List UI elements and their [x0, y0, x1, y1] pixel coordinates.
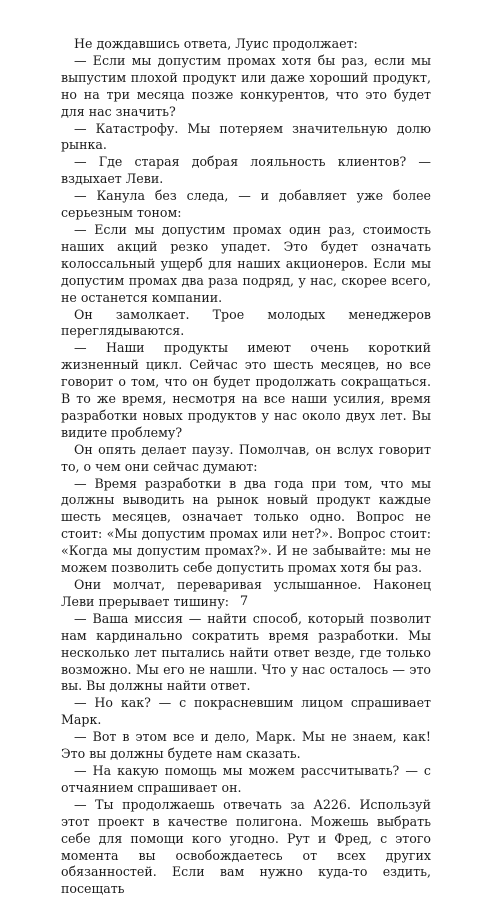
paragraph: — Если мы допустим промах один раз, стоимость наших акций резко упадет. Это будет означать колоссальный ущерб для наших акционеров. Если мы допустим промах два раза подряд, у нас, скорее всего, не останется компании.: [61, 221, 431, 305]
paragraph: — Но как? — с покрасневшим лицом спрашивает Марк.: [61, 695, 431, 728]
paragraph: Он опять делает паузу. Помолчав, он вслух говорит то, о чем они сейчас думают:: [61, 441, 431, 474]
paragraph: — Где старая добрая лояльность клиентов? — вздыхает Леви.: [61, 154, 431, 187]
page-number: 7: [239, 594, 249, 609]
paragraph: — Время разработки в два года при том, что мы должны выводить на рынок новый продукт каждые шесть месяцев, означает только одно. Вопрос не стоит: «Мы допустим промах или нет?». Вопрос стоит: «Когда мы допустим промах?». И не забывайте: мы не можем позволить себе допустить промах хотя бы раз.: [61, 475, 431, 576]
paragraph: — Канула без следа, — и добавляет уже более серьезным тоном:: [61, 188, 431, 221]
paragraph: — Ты продолжаешь отвечать за А226. Используй этот проект в качестве полигона. Можешь выбрать себе для помощи кого угодно. Рут и Фред, с этого момента вы освобождаетесь от всех других обязанностей. Если вам нужно куда-то ездить, посещать: [61, 796, 431, 897]
paragraph: — На какую помощь мы можем рассчитывать? — с отчаянием спрашивает он.: [61, 762, 431, 795]
paragraph: — Если мы допустим промах хотя бы раз, если мы выпустим плохой продукт или даже хороший продукт, но на три месяца позже конкурентов, что это будет для нас значить?: [61, 52, 431, 119]
paragraph: — Ваша миссия — найти способ, который позволит нам кардинально сократить время разработки. Мы несколько лет пытались найти ответ везде, где только возможно. Мы его не нашли. Что у нас осталось — это вы. Вы должны найти ответ.: [61, 610, 431, 694]
paragraph: — Наши продукты имеют очень короткий жизненный цикл. Сейчас это шесть месяцев, но все говорит о том, что он будет продолжать сокращаться. В то же время, несмотря на все наши усилия, время разработки новых продуктов у нас около двух лет. Вы видите проблему?: [61, 340, 431, 440]
paragraph: Они молчат, переваривая услышанное. Наконец Леви прерывает тишину:: [61, 577, 431, 609]
body-text: [61, 36, 431, 898]
paragraph: Не дождавшись ответа, Луис продолжает:: [74, 36, 358, 51]
paragraph: Он замолкает. Трое молодых менеджеров переглядываются.: [61, 306, 431, 339]
paragraph: — Вот в этом все и дело, Марк. Мы не знаем, как! Это вы должны будете нам сказать.: [61, 729, 431, 762]
paragraph: — Катастрофу. Мы потеряем значительную долю рынка.: [61, 120, 431, 153]
